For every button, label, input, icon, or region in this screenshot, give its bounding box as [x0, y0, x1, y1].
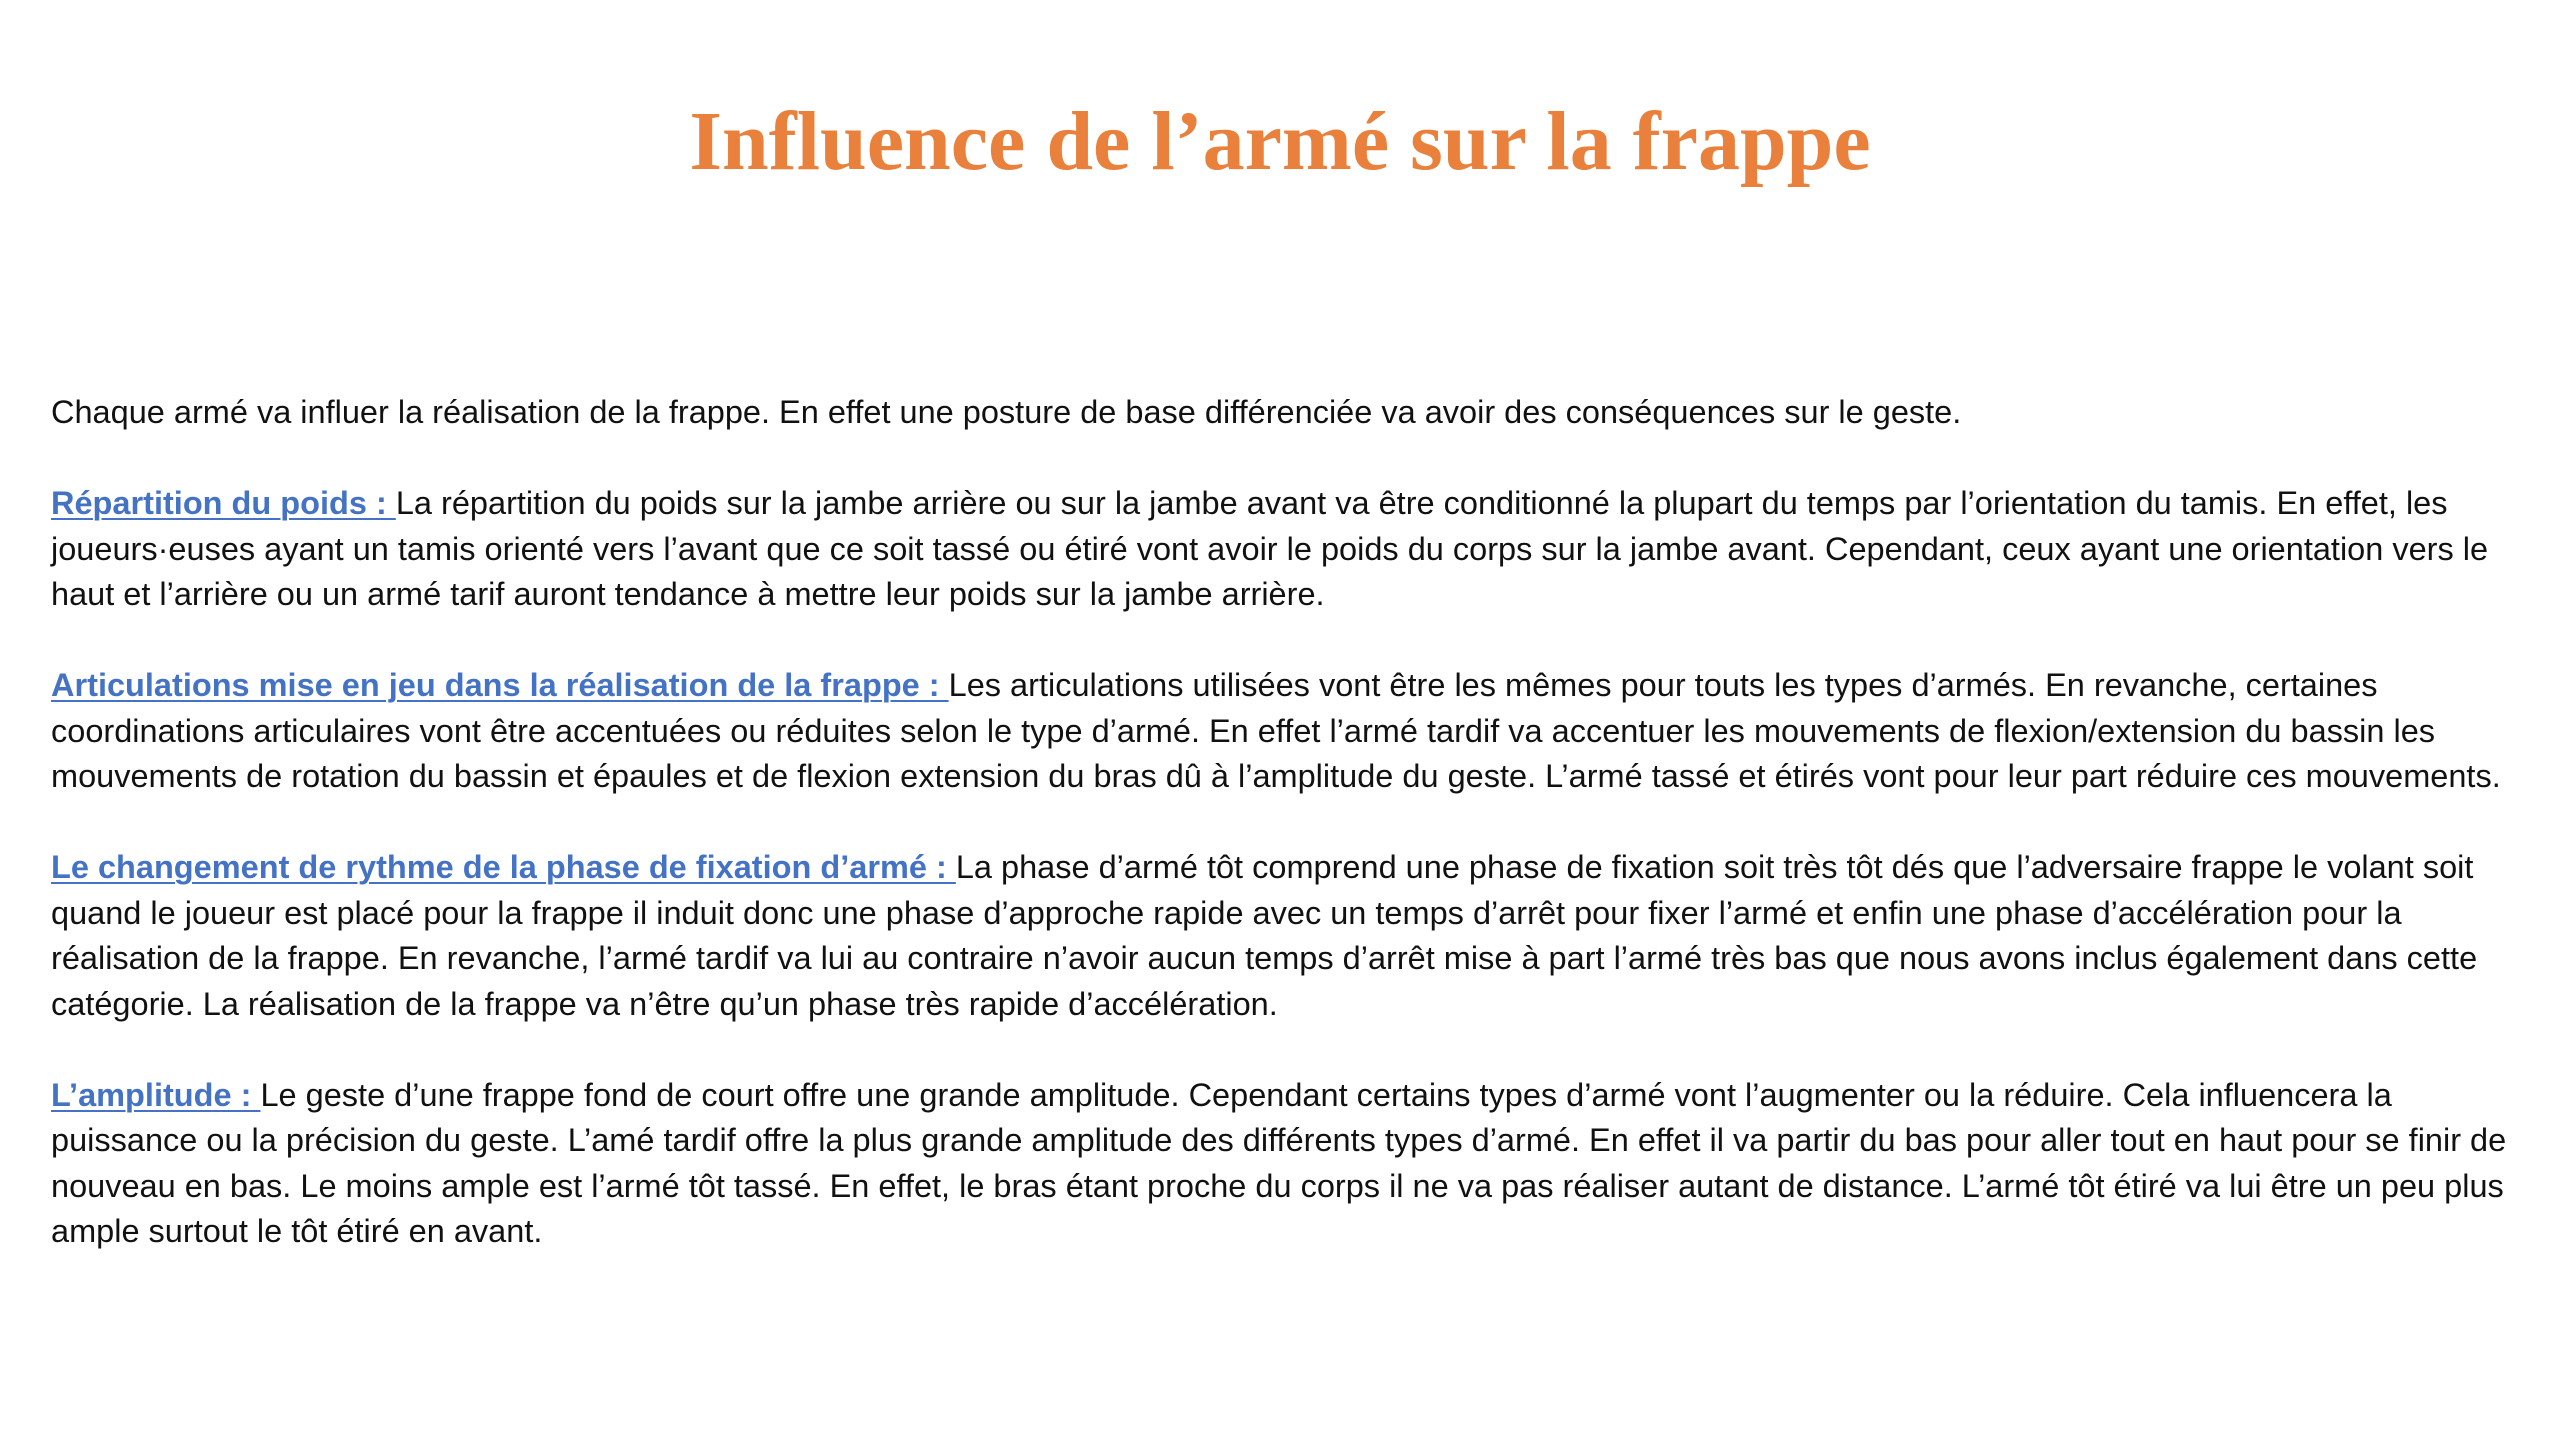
- section-heading-link[interactable]: Le changement de rythme de la phase de fixation d’armé :: [51, 849, 956, 885]
- slide-title: Influence de l’armé sur la frappe: [689, 95, 1871, 188]
- slide-content: [51, 390, 2521, 1255]
- section-text: Les articulations utilisées vont être les mêmes pour touts les types d’armés. En revanche, certaines coordinations articulaires vont être accentuées ou réduites selon le type d’armé. En effet l’armé tardif va accentuer les mouvements de flexion/extension du bassin les mouvements de rotation du bassin et épaules et de flexion extension du bras dû à l’amplitude du geste. L’armé tassé et étirés vont pour leur part réduire ces mouvements.: [51, 667, 2501, 794]
- section-heading-link[interactable]: Articulations mise en jeu dans la réalisation de la frappe :: [51, 667, 949, 703]
- section-weight-distribution: [51, 481, 2521, 618]
- section-text: La phase d’armé tôt comprend une phase de fixation soit très tôt dés que l’adversaire frappe le volant soit quand le joueur est placé pour la frappe il induit donc une phase d’approche rapide avec un temps d’arrêt pour fixer l’armé et enfin une phase d’accélération pour la réalisation de la frappe. En revanche, l’armé tardif va lui au contraire n’avoir aucun temps d’arrêt mise à part l’armé très bas que nous avons inclus également dans cette catégorie. La réalisation de la frappe va n’être qu’un phase très rapide d’accélération.: [51, 849, 2478, 1022]
- section-text: La répartition du poids sur la jambe arrière ou sur la jambe avant va être conditionné la plupart du temps par l’orientation du tamis. En effet, les joueurs·euses ayant un tamis orienté vers l’avant que ce soit tassé ou étiré vont avoir le poids du corps sur la jambe avant. Cependant, ceux ayant une orientation vers le haut et l’arrière ou un armé tarif auront tendance à mettre leur poids sur la jambe arrière.: [51, 485, 2489, 612]
- section-joints: [51, 663, 2521, 800]
- section-heading-link[interactable]: Répartition du poids :: [51, 485, 396, 521]
- intro-paragraph: Chaque armé va influer la réalisation de la frappe. En effet une posture de base différenciée va avoir des conséquences sur le geste.: [51, 394, 1962, 430]
- section-heading-link[interactable]: L’amplitude :: [51, 1076, 261, 1113]
- section-rhythm-change: [51, 845, 2521, 1027]
- section-amplitude: [51, 1073, 2521, 1255]
- section-text: Le geste d’une frappe fond de court offre une grande amplitude. Cependant certains types d’armé vont l’augmenter ou la réduire. Cela influencera la puissance ou la précision du geste. L’amé tardif offre la plus grande amplitude des différents types d’armé. En effet il va partir du bas pour aller tout en haut pour se finir de nouveau en bas. Le moins ample est l’armé tôt tassé. En effet, le bras étant proche du corps il ne va pas réaliser autant de distance. L’armé tôt étiré va lui être un peu plus ample surtout le tôt étiré en avant.: [51, 1076, 2507, 1249]
